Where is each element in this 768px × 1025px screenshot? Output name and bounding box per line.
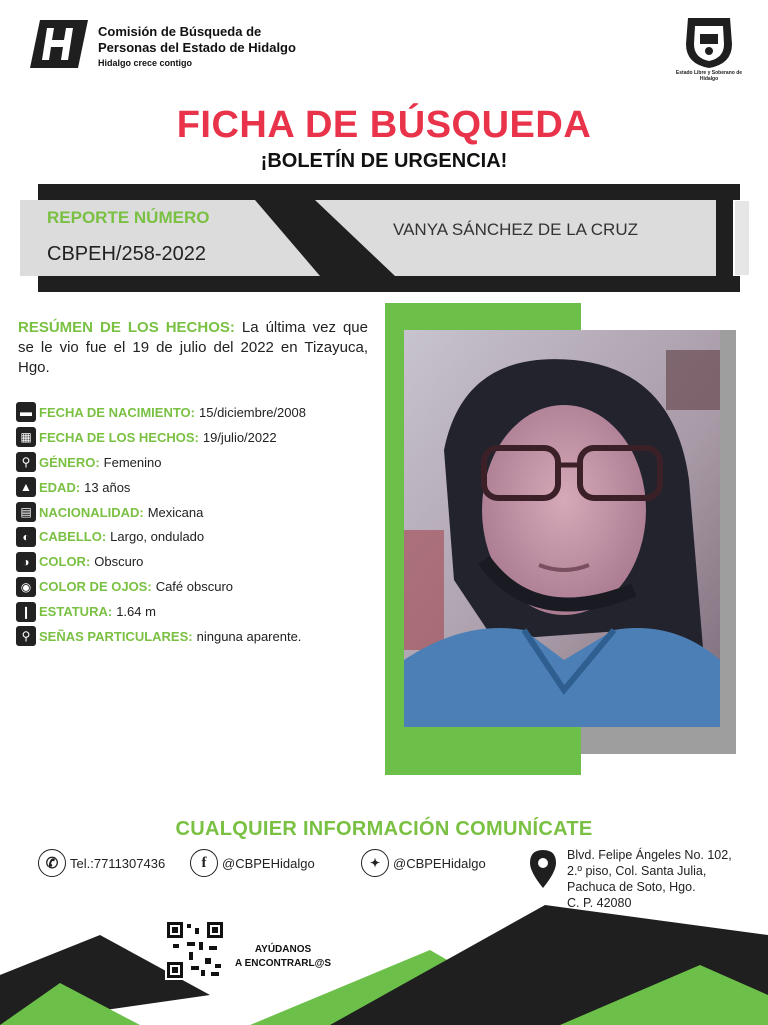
phone-number: Tel.:7711307436: [70, 855, 166, 871]
fact-event-date: ▦ FECHA DE LOS HECHOS: 19/julio/2022: [16, 425, 376, 450]
report-band: [0, 184, 768, 294]
org-logo: [30, 20, 88, 68]
missing-person-name: VANYA SÁNCHEZ DE LA CRUZ: [393, 220, 638, 239]
twitter-contact[interactable]: [361, 849, 486, 877]
office-address: Blvd. Felipe Ángeles No. 102, 2.º piso, Col. Santa Julia, Pachuca de Soto, Hgo. C. P. 42080: [567, 848, 732, 910]
report-number-label: REPORTE NÚMERO: [47, 208, 210, 227]
twitter-icon: ✦: [361, 849, 389, 877]
fact-color: ◑ COLOR: Obscuro: [16, 549, 376, 574]
fact-eye-color: ◉ COLOR DE OJOS: Café obscuro: [16, 574, 376, 599]
summary-label: RESÚMEN DE LOS HECHOS:: [18, 319, 235, 336]
org-tagline: Hidalgo crece contigo: [98, 58, 193, 68]
phone-contact[interactable]: [38, 849, 165, 877]
cake-icon: ▬: [16, 402, 36, 422]
page-subtitle: ¡BOLETÍN DE URGENCIA!: [260, 150, 508, 172]
eye-icon: ◉: [16, 577, 36, 597]
fact-distinguishing-marks: ⚲ SEÑAS PARTICULARES: ninguna aparente.: [16, 624, 376, 649]
facebook-contact[interactable]: [190, 849, 315, 877]
twitter-handle: @CBPEHidalgo: [393, 855, 486, 871]
help-message: AYÚDANOS A ENCONTRARL@S: [235, 944, 332, 969]
summary-text: La última vez que se le vio fue el 19 de julio del 2022 en Tizayuca, Hgo.: [18, 319, 368, 376]
calendar-icon: ▦: [16, 427, 36, 447]
color-icon: ◑: [16, 552, 36, 572]
fact-hair: ◐ CABELLO: Largo, ondulado: [16, 524, 376, 549]
location-pin-icon: [530, 850, 556, 888]
fact-nationality: ▤ NACIONALIDAD: Mexicana: [16, 500, 376, 525]
footer-decoration: [0, 905, 768, 1025]
phone-icon: ✆: [38, 849, 66, 877]
magnifier-icon: ⚲: [16, 626, 36, 646]
report-number: CBPEH/258-2022: [47, 243, 206, 265]
org-name: Comisión de Búsqueda de Personas del Estado de Hidalgo Hidalgo crece contigo: [98, 24, 296, 68]
height-icon: ❙: [16, 602, 36, 622]
seal-caption: Estado Libre y Soberano de Hidalgo: [675, 70, 743, 82]
hair-icon: ◐: [16, 527, 36, 547]
gender-icon: ⚲: [16, 452, 36, 472]
contact-heading: CUALQUIER INFORMACIÓN COMUNÍCATE: [175, 818, 593, 840]
fact-age: ▲ EDAD: 13 años: [16, 475, 376, 500]
fact-birthdate: ▬ FECHA DE NACIMIENTO: 15/diciembre/2008: [16, 400, 376, 425]
age-icon: ▲: [16, 477, 36, 497]
missing-person-photo: [404, 330, 720, 727]
facts-list: [16, 400, 376, 649]
fact-height: ❙ ESTATURA: 1.64 m: [16, 599, 376, 624]
facebook-icon: f: [190, 849, 218, 877]
id-card-icon: ▤: [16, 502, 36, 522]
summary-paragraph: [18, 318, 368, 378]
fact-gender: ⚲ GÉNERO: Femenino: [16, 450, 376, 475]
qr-code-icon[interactable]: [165, 920, 225, 980]
facebook-handle: @CBPEHidalgo: [222, 855, 315, 871]
page-title: FICHA DE BÚSQUEDA: [176, 104, 592, 146]
